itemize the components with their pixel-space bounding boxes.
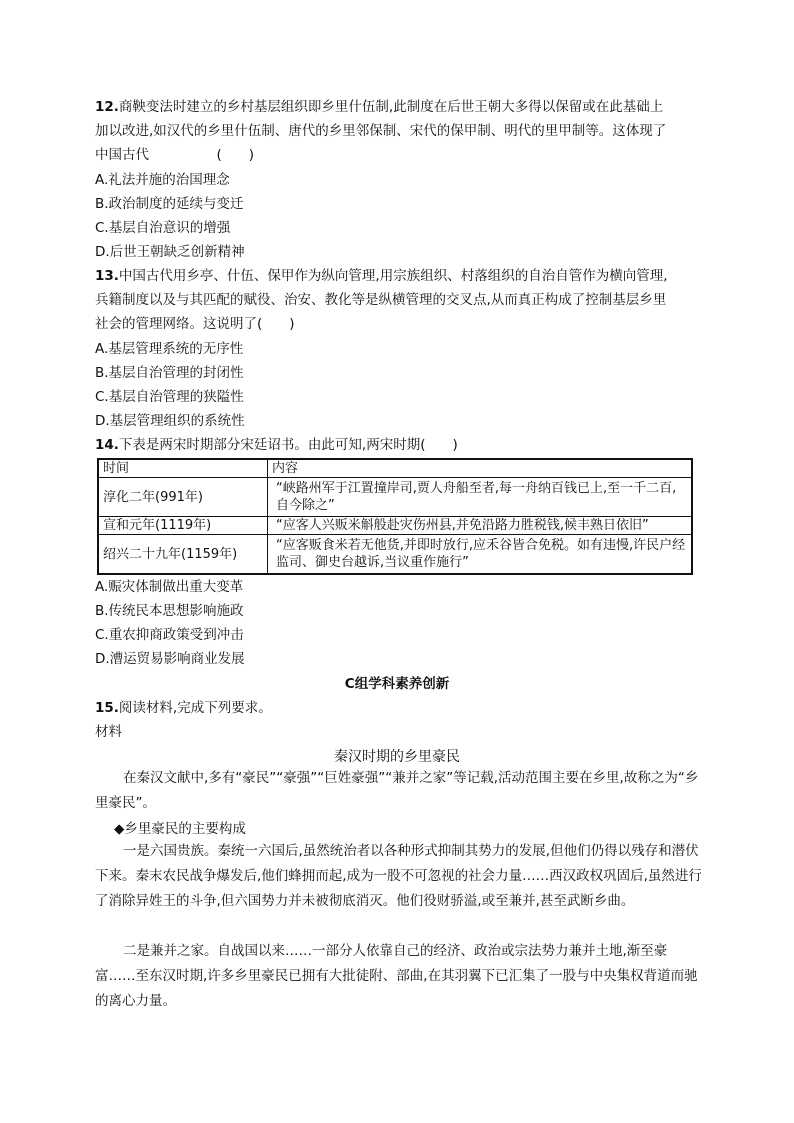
q12-option-b[interactable]: B.政治制度的延续与变迁: [95, 196, 244, 212]
section-heading: C组学科素养创新: [344, 676, 450, 692]
header-content: 内容: [268, 459, 693, 478]
q13-line-3: 社会的管理网络。这说明了( ): [95, 316, 295, 332]
row-time: 绍兴二十九年(1159年): [98, 535, 268, 575]
header-time: 时间: [98, 459, 268, 478]
paragraph-3: 二是兼并之家。自战国以来……一部分人依靠自己的经济、政治或宗法势力兼并土地,渐至豪富……至东汉时期,许多乡里豪民已拥有大批徒附、部曲,在其羽翼下已汇集了一股与中央集权背道而驰的离心力量。: [95, 943, 698, 1009]
q13-option-d[interactable]: D.基层管理组织的系统性: [95, 413, 245, 429]
paragraph-2: 一是六国贵族。秦统一六国后,虽然统治者以各种形式抑制其势力的发展,但他们仍得以残存和潜伏下来。秦末农民战争爆发后,他们蜂拥而起,成为一股不可忽视的社会力量……西汉政权巩固后,虽然进行了消除异姓王的斗争,但六国势力并未被彻底消灭。他们役财骄溢,或至兼并,甚至武断乡曲。: [95, 843, 702, 909]
q13-option-b[interactable]: B.基层自治管理的封闭性: [95, 365, 244, 381]
row-content: “峡路州军于江置撞岸司,贾人舟船至者,每一舟纳百钱已上,至一千二百,自今除之”: [268, 478, 693, 517]
row-content: “应客人兴贩米斛般赴灾伤州县,并免沿路力胜税钱,候丰熟日依旧”: [268, 517, 693, 535]
q13-option-c[interactable]: C.基层自治管理的狭隘性: [95, 389, 244, 405]
material-title: 秦汉时期的乡里豪民: [334, 749, 460, 765]
q14-option-b[interactable]: B.传统民本思想影响施政: [95, 603, 244, 619]
q12-option-c[interactable]: C.基层自治意识的增强: [95, 220, 231, 236]
q14-stem: 14.下表是两宋时期部分宋廷诏书。由此可知,两宋时期( ): [95, 437, 458, 453]
q13-option-a[interactable]: A.基层管理系统的无序性: [95, 341, 244, 357]
q14-number: 14.: [95, 437, 119, 453]
q12-line-1: 12.商鞅变法时建立的乡村基层组织即乡里什伍制,此制度在后世王朝大多得以保留或在此基础上: [95, 99, 664, 115]
q14-option-c[interactable]: C.重农抑商政策受到冲击: [95, 627, 244, 643]
q14-option-d[interactable]: D.漕运贸易影响商业发展: [95, 651, 245, 667]
table-row: [98, 478, 692, 517]
q15-number: 15.: [95, 700, 119, 716]
table-row: [98, 535, 692, 575]
q13-number: 13.: [95, 268, 119, 284]
material-label: 材料: [95, 724, 122, 740]
q14-option-a[interactable]: A.赈灾体制做出重大变革: [95, 579, 244, 595]
table-header-row: [98, 459, 692, 478]
q15-stem: 15.阅读材料,完成下列要求。: [95, 700, 272, 716]
q12-line-3: 中国古代 ( ): [95, 147, 255, 163]
q13-line-1: 13.中国古代用乡亭、什伍、保甲作为纵向管理,用宗族组织、村落组织的自治自管作为横向管理,: [95, 268, 668, 284]
row-time: 宣和元年(1119年): [98, 517, 268, 535]
bullet-heading: ◆乡里豪民的主要构成: [114, 821, 246, 837]
q13-line-2: 兵籍制度以及与其匹配的赋役、治安、教化等是纵横管理的交叉点,从而真正构成了控制基层乡里: [95, 292, 667, 308]
q12-number: 12.: [95, 99, 119, 115]
row-time: 淳化二年(991年): [98, 478, 268, 517]
edicts-table: [97, 458, 693, 575]
table-row: [98, 517, 692, 535]
row-content: “应客贩食米若无他货,并即时放行,应禾谷皆合免税。如有违慢,许民户经监司、御史台越诉,当议重作施行”: [268, 535, 693, 575]
q12-option-a[interactable]: A.礼法并施的治国理念: [95, 172, 230, 188]
q12-line-2: 加以改进,如汉代的乡里什伍制、唐代的乡里邻保制、宋代的保甲制、明代的里甲制等。这体现了: [95, 123, 667, 139]
q12-option-d[interactable]: D.后世王朝缺乏创新精神: [95, 244, 245, 260]
paragraph-1: 在秦汉文献中,多有“豪民”“豪强”“巨姓豪强”“兼并之家”等记载,活动范围主要在乡里,故称之为“乡里豪民”。: [95, 770, 699, 811]
